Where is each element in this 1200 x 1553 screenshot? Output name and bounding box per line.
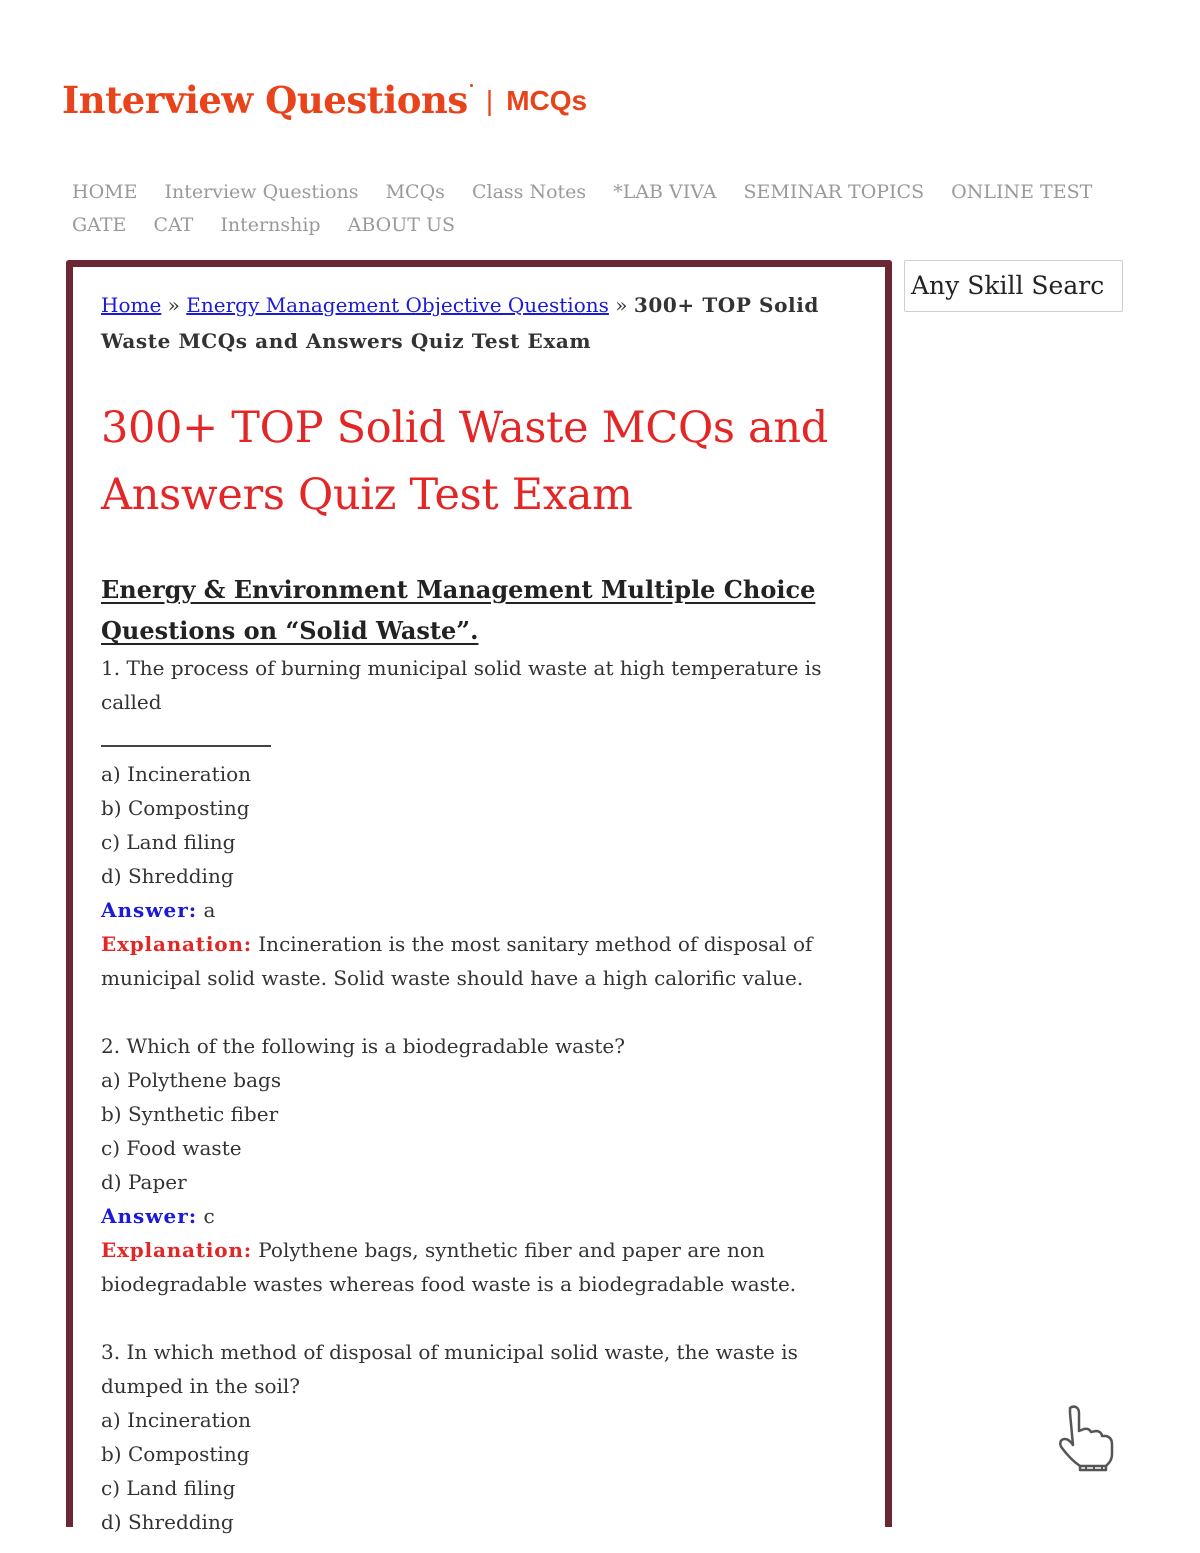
logo-subtitle: MCQs xyxy=(506,85,588,116)
page-title: 300+ TOP Solid Waste MCQs and Answers Quiz Test Exam xyxy=(101,403,828,520)
question-text: 2. Which of the following is a biodegradable waste? xyxy=(101,1034,625,1058)
article-container xyxy=(66,260,892,1534)
answer-blank xyxy=(101,719,271,747)
option: b) Composting xyxy=(101,796,250,820)
answer-label: Answer: xyxy=(101,1204,198,1228)
nav-item-mcqs[interactable]: MCQs xyxy=(385,181,445,203)
breadcrumb-home-link[interactable]: Home xyxy=(101,293,162,317)
option: c) Food waste xyxy=(101,1136,242,1160)
explanation-label: Explanation: xyxy=(101,932,252,956)
option: b) Synthetic fiber xyxy=(101,1102,279,1126)
logo-dot-icon xyxy=(470,84,473,87)
option: a) Incineration xyxy=(101,762,252,786)
option: d) Paper xyxy=(101,1170,187,1194)
nav-item-seminar-topics[interactable]: SEMINAR TOPICS xyxy=(743,181,925,203)
answer-label: Answer: xyxy=(101,898,198,922)
nav-item-class-notes[interactable]: Class Notes xyxy=(471,181,587,203)
main-nav xyxy=(72,176,1152,242)
hand-pointer-icon xyxy=(1052,1404,1116,1472)
breadcrumb xyxy=(101,287,871,359)
question-list xyxy=(101,651,871,1539)
explanation-label: Explanation: xyxy=(101,1238,252,1262)
question-text: 1. The process of burning municipal solid waste at high temperature is called xyxy=(101,656,822,714)
answer-value: c xyxy=(203,1204,215,1228)
nav-item-interview-questions[interactable]: Interview Questions xyxy=(164,181,359,203)
nav-item-cat[interactable]: CAT xyxy=(153,214,194,236)
option: c) Land filing xyxy=(101,1476,236,1500)
option: d) Shredding xyxy=(101,1510,234,1534)
nav-item-online-test[interactable]: ONLINE TEST xyxy=(951,181,1093,203)
nav-item-home[interactable]: HOME xyxy=(72,181,138,203)
breadcrumb-separator: » xyxy=(167,293,180,317)
option: d) Shredding xyxy=(101,864,234,888)
site-logo[interactable] xyxy=(62,78,587,122)
question-text: 3. In which method of disposal of municipal solid waste, the waste is dumped in the soil? xyxy=(101,1340,798,1398)
breadcrumb-current: 300+ TOP Solid Waste MCQs and Answers Quiz Test Exam xyxy=(101,293,819,353)
nav-item-internship[interactable]: Internship xyxy=(220,214,321,236)
option: a) Incineration xyxy=(101,1408,252,1432)
explanation-text: Polythene bags, synthetic fiber and paper are non biodegradable wastes whereas food waste is a biodegradable waste. xyxy=(101,1238,797,1296)
breadcrumb-category-link[interactable]: Energy Management Objective Questions xyxy=(186,293,609,317)
option: c) Land filing xyxy=(101,830,236,854)
logo-separator: | xyxy=(485,85,494,116)
section-heading: Energy & Environment Management Multiple Choice Questions on “Solid Waste”. xyxy=(101,575,816,645)
logo-title: Interview Questions xyxy=(62,78,468,122)
nav-item-gate[interactable]: GATE xyxy=(72,214,127,236)
search-input[interactable]: Any Skill Searc xyxy=(904,260,1123,312)
nav-item-about-us[interactable]: ABOUT US xyxy=(347,214,455,236)
answer-value: a xyxy=(203,898,216,922)
option: b) Composting xyxy=(101,1442,250,1466)
breadcrumb-separator: » xyxy=(615,293,628,317)
nav-item-lab-viva[interactable]: *LAB VIVA xyxy=(613,181,717,203)
option: a) Polythene bags xyxy=(101,1068,282,1092)
explanation-text: Incineration is the most sanitary method of disposal of municipal solid waste. Solid waste should have a high calorific value. xyxy=(101,932,813,990)
